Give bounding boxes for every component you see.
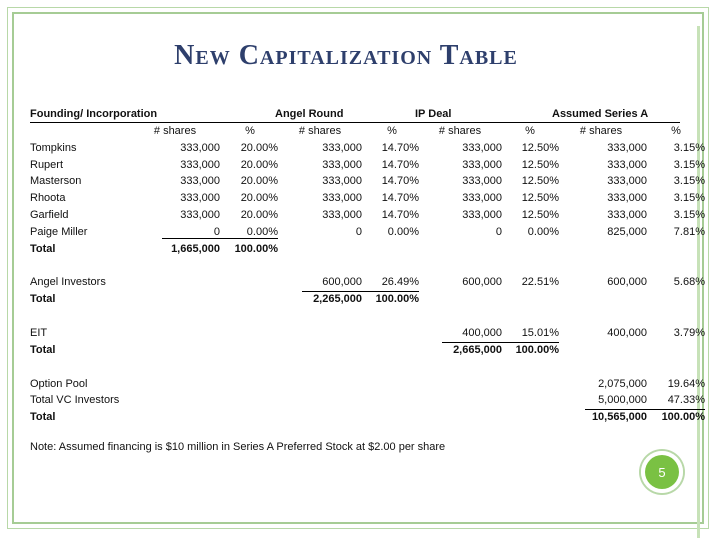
cell-value: 3.15% xyxy=(673,192,705,205)
financing-note: Note: Assumed financing is $10 million in Series A Preferred Stock at $2.00 per share xyxy=(30,441,446,453)
row-name: Rupert xyxy=(30,158,64,171)
total-row xyxy=(30,241,680,258)
cell-value: 20.00% xyxy=(240,158,278,171)
cell-value: 100.00% xyxy=(375,293,419,306)
cell-value: 20.00% xyxy=(240,192,278,205)
header-series-a: Assumed Series A xyxy=(552,108,649,120)
cell-value: 333,000 xyxy=(322,175,362,188)
cell-value: 14.70% xyxy=(381,141,419,154)
table-row xyxy=(30,325,705,342)
table-row xyxy=(30,157,705,174)
subheader-pct: % xyxy=(387,124,397,137)
cell-value: 333,000 xyxy=(607,158,647,171)
cell-value: 333,000 xyxy=(322,141,362,154)
spacer-row xyxy=(30,308,680,325)
row-name: Total xyxy=(30,343,56,356)
cell-value: 5.68% xyxy=(673,276,705,289)
cell-value: 333,000 xyxy=(607,141,647,154)
row-name: Option Pool xyxy=(30,377,88,390)
table-row xyxy=(30,224,705,241)
cell-value: 600,000 xyxy=(322,276,362,289)
header-angel-round: Angel Round xyxy=(275,108,344,120)
cell-value: 333,000 xyxy=(462,192,502,205)
row-name: Total xyxy=(30,411,56,424)
page-number-badge: 5 xyxy=(645,455,679,489)
cell-value: 14.70% xyxy=(381,175,419,188)
row-name: Total xyxy=(30,242,56,255)
cell-value: 333,000 xyxy=(462,209,502,222)
header-ip-deal: IP Deal xyxy=(415,108,452,120)
cell-value: 333,000 xyxy=(462,175,502,188)
cell-value: 100.00% xyxy=(661,411,705,424)
total-row xyxy=(30,409,705,426)
cell-value: 0 xyxy=(213,225,220,238)
subheader-shares: # shares xyxy=(153,124,197,137)
cell-value: 7.81% xyxy=(673,225,705,238)
cell-value: 14.70% xyxy=(381,158,419,171)
cell-value: 3.15% xyxy=(673,141,705,154)
total-row xyxy=(30,342,680,359)
cell-value: 26.49% xyxy=(381,276,419,289)
cell-value: 14.70% xyxy=(381,209,419,222)
cell-value: 100.00% xyxy=(515,343,559,356)
cell-value: 1,665,000 xyxy=(171,242,220,255)
cap-table xyxy=(30,106,705,426)
header-founding: Founding/ Incorporation xyxy=(30,108,158,120)
cell-value: 600,000 xyxy=(462,276,502,289)
cell-value: 333,000 xyxy=(180,141,220,154)
cell-value: 2,265,000 xyxy=(313,293,362,306)
cell-value: 15.01% xyxy=(521,326,559,339)
row-name: Tompkins xyxy=(30,141,77,154)
subheader-pct: % xyxy=(525,124,535,137)
cell-value: 3.15% xyxy=(673,175,705,188)
row-name: Paige Miller xyxy=(30,225,88,238)
cell-value: 100.00% xyxy=(234,242,278,255)
subheader-pct: % xyxy=(671,124,681,137)
cell-value: 600,000 xyxy=(607,276,647,289)
cell-value: 2,075,000 xyxy=(598,377,647,390)
cell-value: 333,000 xyxy=(462,158,502,171)
cell-value: 2,665,000 xyxy=(453,343,502,356)
cell-value: 0.00% xyxy=(527,225,559,238)
subtotal-rule xyxy=(162,238,278,239)
cell-value: 0 xyxy=(495,225,502,238)
cell-value: 333,000 xyxy=(322,209,362,222)
cell-value: 10,565,000 xyxy=(591,411,647,424)
row-name: Total xyxy=(30,293,56,306)
cell-value: 400,000 xyxy=(607,326,647,339)
group-header-row xyxy=(30,106,680,123)
total-row xyxy=(30,291,680,308)
subheader-row xyxy=(30,123,680,140)
cell-value: 333,000 xyxy=(322,192,362,205)
cell-value: 333,000 xyxy=(322,158,362,171)
cell-value: 333,000 xyxy=(462,141,502,154)
table-row xyxy=(30,173,705,190)
cell-value: 14.70% xyxy=(381,192,419,205)
row-name: Masterson xyxy=(30,175,82,188)
cell-value: 3.15% xyxy=(673,209,705,222)
cell-value: 12.50% xyxy=(521,158,559,171)
cell-value: 20.00% xyxy=(240,175,278,188)
row-name: Total VC Investors xyxy=(30,394,120,407)
cell-value: 333,000 xyxy=(607,175,647,188)
cell-value: 333,000 xyxy=(180,175,220,188)
cell-value: 0.00% xyxy=(246,225,278,238)
spacer-row xyxy=(30,258,680,275)
table-row xyxy=(30,376,705,393)
row-name: EIT xyxy=(30,326,48,339)
slide-title: New Capitalization Table xyxy=(174,40,518,71)
row-name: Angel Investors xyxy=(30,276,106,289)
cell-value: 12.50% xyxy=(521,141,559,154)
row-name: Garfield xyxy=(30,209,69,222)
cell-value: 400,000 xyxy=(462,326,502,339)
cell-value: 0.00% xyxy=(387,225,419,238)
cell-value: 22.51% xyxy=(521,276,559,289)
cell-value: 12.50% xyxy=(521,192,559,205)
cell-value: 0 xyxy=(355,225,362,238)
cell-value: 12.50% xyxy=(521,175,559,188)
subheader-shares: # shares xyxy=(579,124,623,137)
cell-value: 333,000 xyxy=(180,192,220,205)
table-row xyxy=(30,274,705,291)
spacer-row xyxy=(30,359,680,376)
cell-value: 333,000 xyxy=(180,209,220,222)
cell-value: 333,000 xyxy=(180,158,220,171)
cell-value: 12.50% xyxy=(521,209,559,222)
table-row xyxy=(30,190,705,207)
cell-value: 5,000,000 xyxy=(598,394,647,407)
cell-value: 825,000 xyxy=(607,225,647,238)
table-row xyxy=(30,207,705,224)
table-row xyxy=(30,140,705,157)
cell-value: 333,000 xyxy=(607,192,647,205)
cell-value: 20.00% xyxy=(240,141,278,154)
cell-value: 333,000 xyxy=(607,209,647,222)
subheader-shares: # shares xyxy=(438,124,482,137)
cell-value: 3.79% xyxy=(673,326,705,339)
cell-value: 20.00% xyxy=(240,209,278,222)
table-row xyxy=(30,392,705,409)
subheader-shares: # shares xyxy=(298,124,342,137)
row-name: Rhoota xyxy=(30,192,66,205)
cell-value: 19.64% xyxy=(667,377,705,390)
cell-value: 47.33% xyxy=(667,394,705,407)
cell-value: 3.15% xyxy=(673,158,705,171)
subheader-pct: % xyxy=(245,124,255,137)
